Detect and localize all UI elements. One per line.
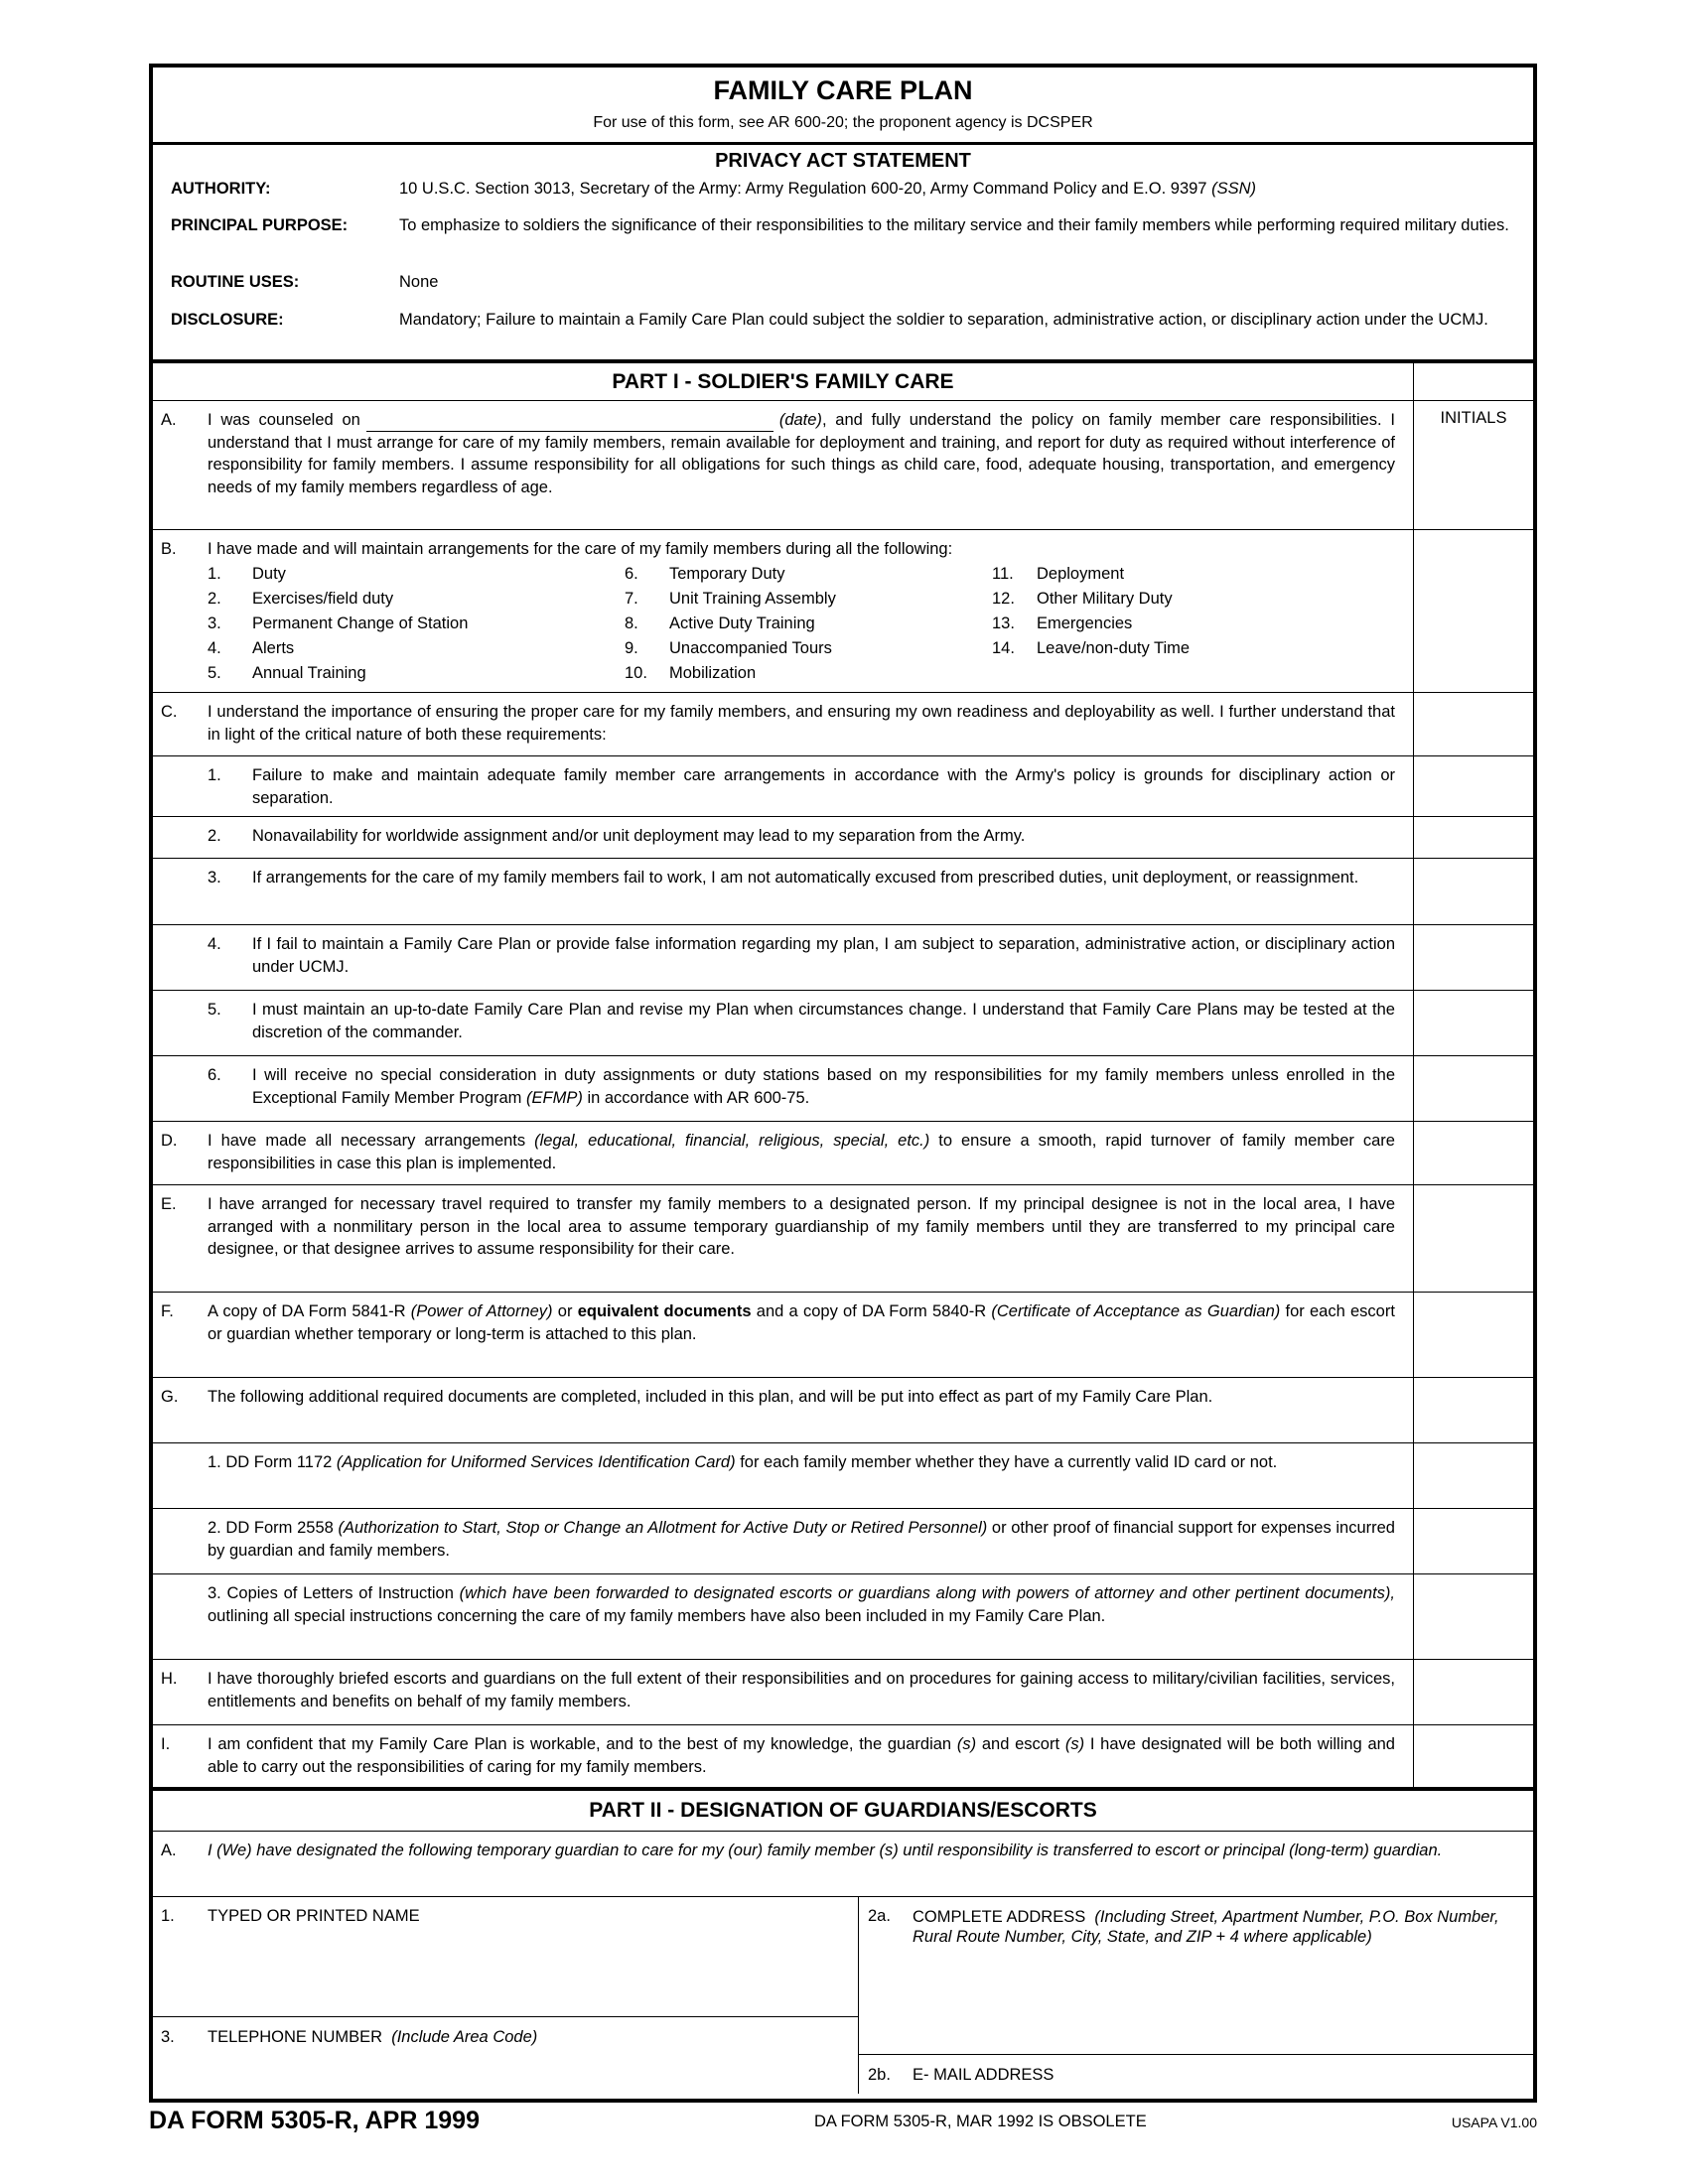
privacy-act-statement (153, 145, 1533, 363)
list-item: 6. Temporary Duty (625, 564, 785, 583)
item-text: Failure to make and maintain adequate family member care arrangements in accordance with the Army's policy is grounds for disciplinary action or separation. (252, 766, 1395, 807)
list-item: 7. Unit Training Assembly (625, 589, 836, 608)
initials-box[interactable] (1414, 925, 1533, 990)
part2-a-text: I (We) have designated the following temporary guardian to care for my (our) family member (s) until responsibility is transferred to escort or principal (long-term) guardian. (208, 1842, 1443, 1859)
section-letter: D. (161, 1132, 178, 1150)
item-number: 3. (208, 869, 221, 887)
version-label: USAPA V1.00 (1451, 2115, 1537, 2130)
section-i-row (153, 1725, 1533, 1787)
section-f-row (153, 1293, 1533, 1378)
phone-field[interactable] (161, 2052, 851, 2092)
list-item: 1. Duty (208, 564, 286, 583)
purpose-row (171, 215, 1513, 235)
section-b-text: I have made and will maintain arrangements for the care of my family members during all the following: (208, 540, 953, 558)
authority-row (171, 179, 1513, 199)
phone-field-label: TELEPHONE NUMBER (Include Area Code) (208, 2028, 538, 2046)
list-item: 10. Mobilization (625, 663, 757, 682)
address-field-label: COMPLETE ADDRESS (Including Street, Apartment Number, P.O. Box Number, Rural Route Number, City, State, and ZIP + 4 where applicable) (913, 1908, 1499, 1946)
list-item: 4. Alerts (208, 638, 295, 657)
section-e-text: I have arranged for necessary travel required to transfer my family members to a designated person. If my principal designee is not in the local area, I have arranged with a nonmilitary person in the local area to assume temporary guardianship of my family members until they are transferred to my principal care designee, or that designee arrives to assume responsibility for their care. (208, 1195, 1395, 1258)
initials-box[interactable] (1414, 1443, 1533, 1508)
guardian-fields (153, 1897, 1533, 2098)
counsel-date-field[interactable] (366, 415, 774, 432)
initials-box[interactable] (1414, 991, 1533, 1055)
initials-box[interactable] (1414, 1725, 1533, 1787)
duty-list (208, 563, 1413, 687)
section-c6-row (153, 1056, 1533, 1122)
section-letter: G. (161, 1388, 179, 1406)
section-f-text: A copy of DA Form 5841-R (Power of Attorney) or equivalent documents and a copy of DA Form 5840-R (Certificate of Acceptance as Guardian) for each escort or guardian whether temporary or long-term is attached to this plan. (208, 1302, 1395, 1343)
section-a-pre: I was counseled on (208, 411, 360, 429)
section-d-row (153, 1122, 1533, 1185)
routine-uses-row (171, 272, 1513, 292)
item-number: 5. (208, 1001, 221, 1019)
item-number: 4. (208, 935, 221, 953)
item-text: I will receive no special consideration in duty assignments or duty stations based on my responsibilities for my family members unless enrolled in the Exceptional Family Member Program (252, 1066, 1395, 1107)
name-field-label: TYPED OR PRINTED NAME (208, 1907, 420, 1925)
section-c2-row (153, 817, 1533, 859)
disclosure-row (171, 310, 1513, 330)
efmp-label: (EFMP) (526, 1088, 583, 1107)
section-letter: H. (161, 1670, 178, 1688)
section-letter: I. (161, 1735, 171, 1753)
section-c3-row (153, 859, 1533, 925)
initials-box[interactable] (1414, 1293, 1533, 1377)
initials-box[interactable] (1414, 1660, 1533, 1724)
email-field-number: 2b. (868, 2066, 891, 2084)
section-c5-row (153, 991, 1533, 1056)
item-text: Nonavailability for worldwide assignment and/or unit deployment may lead to my separation from the Army. (252, 827, 1026, 845)
initials-box[interactable] (1414, 1378, 1533, 1442)
part2-a-row (153, 1832, 1533, 1897)
name-field-number: 1. (161, 1907, 175, 1925)
obsolete-notice: DA FORM 5305-R, MAR 1992 IS OBSOLETE (814, 2113, 1147, 2130)
list-item: 9. Unaccompanied Tours (625, 638, 832, 657)
section-letter: F. (161, 1302, 174, 1320)
routine-label: ROUTINE USES: (171, 273, 300, 291)
part1-header-row (153, 363, 1533, 401)
section-letter: B. (161, 540, 177, 558)
section-letter: A. (161, 1842, 177, 1859)
initials-box[interactable] (1414, 1122, 1533, 1184)
list-item: 5. Annual Training (208, 663, 366, 682)
phone-field-number: 3. (161, 2028, 175, 2046)
purpose-label: PRINCIPAL PURPOSE: (171, 216, 349, 234)
list-item: 8. Active Duty Training (625, 614, 815, 632)
list-item: 14. Leave/non-duty Time (992, 638, 1191, 657)
section-letter: E. (161, 1195, 177, 1213)
family-care-plan-form (149, 64, 1537, 2103)
list-item: 3. Permanent Change of Station (208, 614, 469, 632)
item-text: I must maintain an up-to-date Family Care Plan and revise my Plan when circumstances change. I understand that Family Care Plans may be tested at the discretion of the commander. (252, 1001, 1395, 1041)
initials-label: INITIALS (1440, 409, 1507, 427)
list-item: 2. Exercises/field duty (208, 589, 394, 608)
part1-title: PART I - SOLDIER'S FAMILY CARE (612, 370, 954, 393)
address-field-number: 2a. (868, 1907, 891, 1925)
authority-label: AUTHORITY: (171, 180, 271, 198)
section-c4-row (153, 925, 1533, 991)
section-a-text (208, 401, 1413, 504)
section-g2-text: 2. DD Form 2558 (Authorization to Start, Stop or Change an Allotment for Active Duty or Retired Personnel) or other proof of financial support for expenses incurred by guardian and family members. (208, 1519, 1395, 1560)
section-g2-row (153, 1509, 1533, 1574)
item-number: 2. (208, 827, 221, 845)
privacy-title: PRIVACY ACT STATEMENT (715, 150, 971, 172)
name-field[interactable] (161, 1931, 851, 2010)
item-number: 1. (208, 766, 221, 784)
initials-box[interactable] (1414, 1509, 1533, 1573)
item-text-post: in accordance with AR 600-75. (587, 1088, 810, 1107)
form-id: DA FORM 5305-R, APR 1999 (149, 2107, 480, 2134)
initials-box[interactable] (1414, 1185, 1533, 1292)
section-h-text: I have thoroughly briefed escorts and guardians on the full extent of their responsibilities and on procedures for gaining access to military/civilian facilities, services, entitlements and benefits on behalf of my family members. (208, 1670, 1395, 1710)
item-text: If arrangements for the care of my family members fail to work, I am not automatically excused from prescribed duties, unit deployment, or reassignment. (252, 869, 1359, 887)
section-g-row (153, 1378, 1533, 1443)
section-g1-text: 1. DD Form 1172 (Application for Uniformed Services Identification Card) for each family member whether they have a currently valid ID card or not. (208, 1453, 1278, 1471)
part2-title: PART II - DESIGNATION OF GUARDIANS/ESCORTS (153, 1787, 1533, 1832)
section-c-text: I understand the importance of ensuring the proper care for my family members, and ensuring my own readiness and deployability as well. I further understand that in light of the critical nature of both these requirements: (208, 703, 1395, 744)
authority-text: 10 U.S.C. Section 3013, Secretary of the Army: Army Regulation 600-20, Army Command Policy and E.O. 9397 (399, 180, 1207, 198)
section-e-row (153, 1185, 1533, 1293)
section-a-row (153, 401, 1533, 530)
section-a-body: , and fully understand the policy on family member care responsibilities. I understand that I must arrange for care of my family members, remain available for deployment and training, and report for duty as required without interference of responsibility for family members. I assume responsibility for all obligations for such things as child care, food, adequate housing, transportation, and emergency needs of my family members regardless of age. (208, 411, 1395, 496)
section-b-row (153, 530, 1533, 693)
item-number: 6. (208, 1066, 221, 1084)
authority-ssn: (SSN) (1211, 180, 1256, 198)
form-title: FAMILY CARE PLAN (713, 75, 973, 105)
initials-box[interactable] (1414, 859, 1533, 924)
section-c-row (153, 693, 1533, 756)
date-label: (date) (778, 411, 822, 429)
initials-box[interactable] (1414, 1574, 1533, 1659)
section-letter: A. (161, 411, 177, 429)
section-g1-row (153, 1443, 1533, 1509)
section-c1-row (153, 756, 1533, 817)
section-g3-row (153, 1574, 1533, 1660)
initials-box[interactable] (1414, 693, 1533, 755)
list-item: 11. Deployment (992, 564, 1125, 583)
initials-box[interactable] (1414, 1056, 1533, 1121)
section-g3-text: 3. Copies of Letters of Instruction (which have been forwarded to designated escorts or guardians along with powers of attorney and other pertinent documents), outlining all special instructions concerning the care of my family members have also been included in my Family Care Plan. (208, 1584, 1395, 1625)
disclosure-label: DISCLOSURE: (171, 311, 284, 329)
initials-box[interactable] (1414, 530, 1533, 692)
form-subtitle: For use of this form, see AR 600-20; the proponent agency is DCSPER (593, 114, 1093, 131)
section-d-text: I have made all necessary arrangements (legal, educational, financial, religious, special, etc.) to ensure a smooth, rapid turnover of family member care responsibilities in case this plan is implemented. (208, 1132, 1395, 1172)
section-g-text: The following additional required documents are completed, included in this plan, and will be put into effect as part of my Family Care Plan. (208, 1388, 1213, 1406)
section-letter: C. (161, 703, 178, 721)
initials-box[interactable] (1414, 756, 1533, 816)
address-field[interactable] (868, 1973, 1523, 2050)
disclosure-text: Mandatory; Failure to maintain a Family Care Plan could subject the soldier to separation, administrative action, or disciplinary action under the UCMJ. (399, 311, 1488, 329)
section-h-row (153, 1660, 1533, 1725)
section-i-text: I am confident that my Family Care Plan is workable, and to the best of my knowledge, the guardian (s) and escort (s) I have designated will be both willing and able to carry out the responsibilities of caring for my family members. (208, 1735, 1395, 1776)
routine-text: None (399, 273, 439, 291)
form-footer (149, 2101, 1537, 2140)
item-text: If I fail to maintain a Family Care Plan or provide false information regarding my plan, I am subject to separation, administrative action, or disciplinary action under UCMJ. (252, 935, 1395, 976)
purpose-text: To emphasize to soldiers the significance of their responsibilities to the military service and their family members while performing required military duties. (399, 216, 1509, 234)
initials-box[interactable] (1414, 817, 1533, 858)
email-field-label: E- MAIL ADDRESS (913, 2066, 1055, 2084)
list-item: 12. Other Military Duty (992, 589, 1173, 608)
list-item: 13. Emergencies (992, 614, 1133, 632)
form-header (153, 68, 1533, 145)
